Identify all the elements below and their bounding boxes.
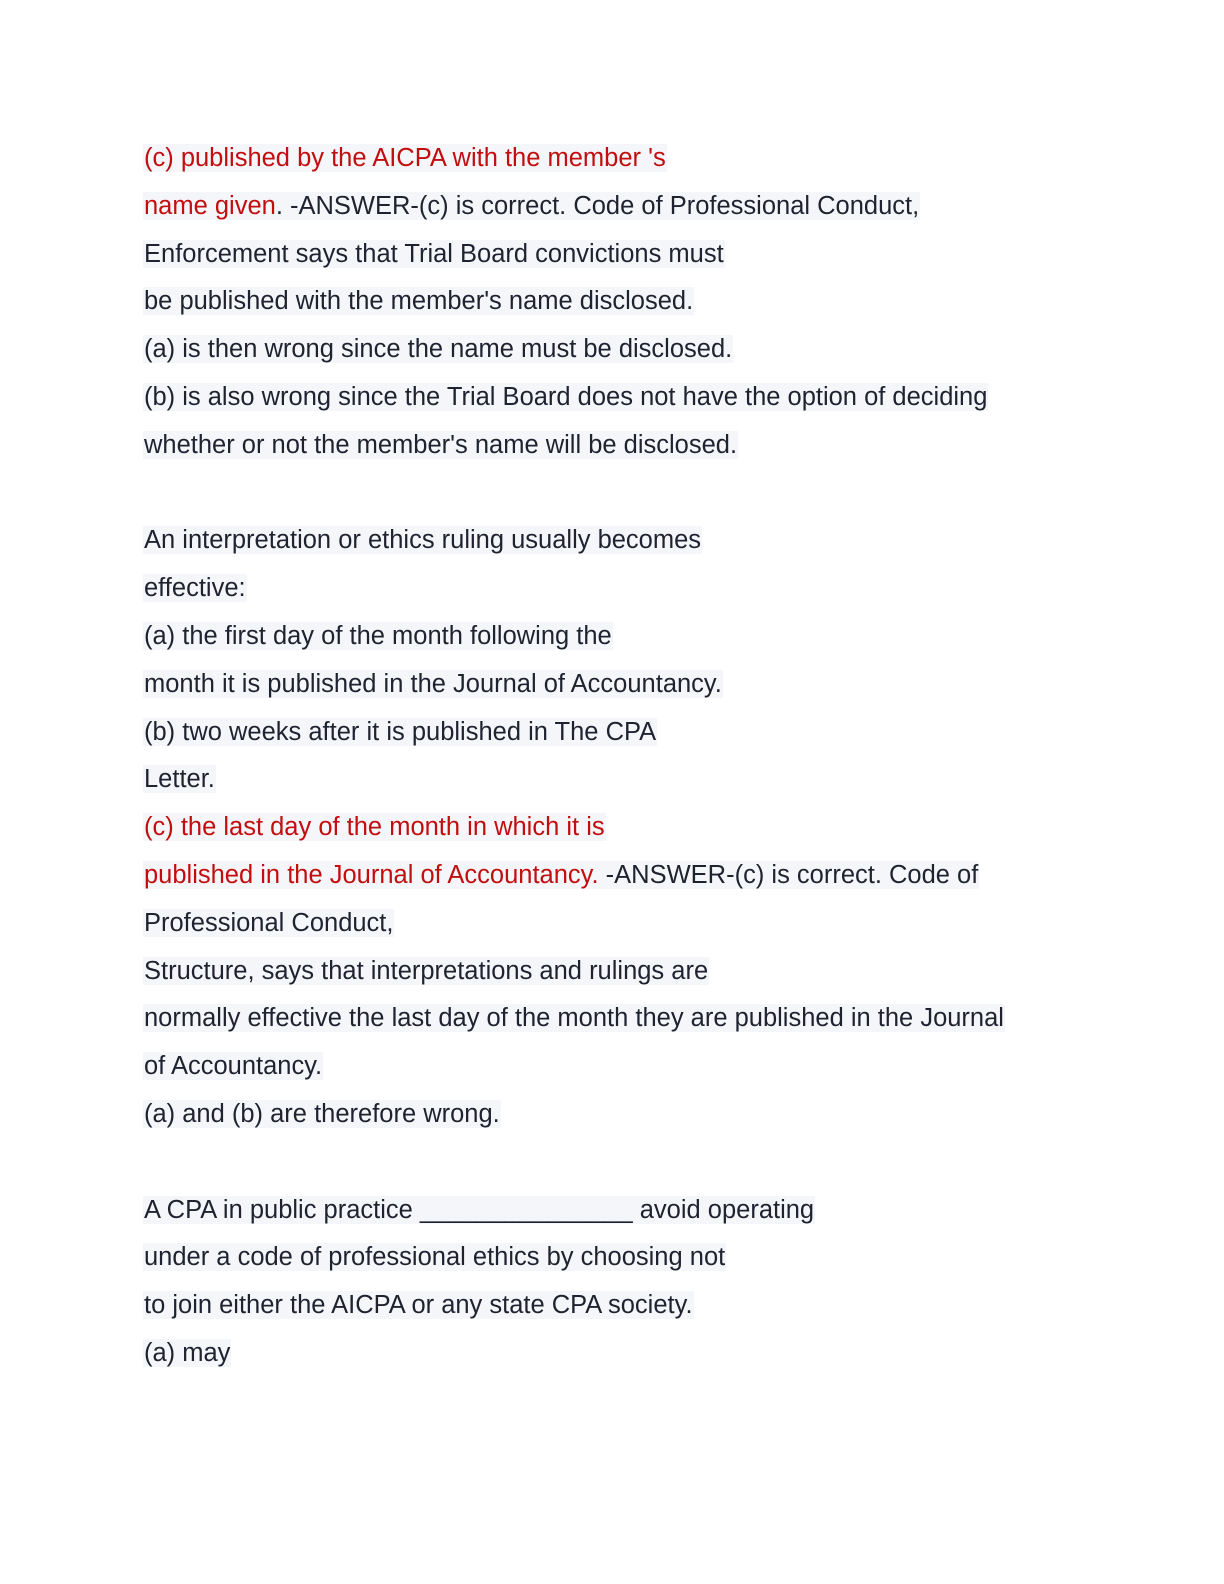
body-text: A CPA in public practice _______________ avoid operating [144,1195,815,1224]
text-line [143,231,1093,279]
body-text: whether or not the member's name will be disclosed. [144,430,738,459]
text-line [143,326,1093,374]
text-line [143,852,1093,900]
body-text: be published with the member's name disclosed. [144,287,694,316]
line-highlight [143,957,709,985]
line-highlight [143,383,988,411]
body-text: under a code of professional ethics by choosing not [144,1243,726,1272]
line-highlight [143,861,979,889]
question-block [143,135,1093,470]
text-line [143,517,1093,565]
body-text: -ANSWER-(c) is correct. Code of [598,860,979,889]
answer-text: (c) published by the AICPA with the member 's [144,144,666,172]
line-highlight [143,1004,1005,1032]
text-line [143,1043,1093,1091]
text-line [143,804,1093,852]
line-highlight [143,574,247,602]
text-line [143,278,1093,326]
text-line [143,1234,1093,1282]
body-text: (b) is also wrong since the Trial Board does not have the option of deciding [144,382,988,411]
body-text: of Accountancy. [144,1052,323,1081]
line-highlight [143,526,702,554]
line-highlight [143,144,667,172]
question-block [143,1187,1093,1378]
body-text: to join either the AICPA or any state CPA society. [144,1291,693,1320]
text-line [143,1330,1093,1378]
paragraph-gap [143,1139,1093,1187]
text-line [143,900,1093,948]
question-block [143,517,1093,1138]
body-text: month it is published in the Journal of Accountancy. [144,669,722,698]
line-highlight [143,765,216,793]
answer-text: (c) the last day of the month in which it is [144,813,605,842]
body-text: (a) the first day of the month following the [144,621,612,650]
text-line [143,995,1093,1043]
body-text: Professional Conduct, [144,908,394,937]
text-line [143,1282,1093,1330]
body-text: (a) may [144,1338,231,1367]
line-highlight [143,431,738,459]
text-line [143,1187,1093,1235]
paragraph-gap [143,470,1093,518]
body-text: An interpretation or ethics ruling usually becomes [144,526,702,555]
answer-text: name given [144,191,276,220]
line-highlight [143,622,613,650]
line-highlight [143,287,694,315]
body-text: . -ANSWER-(c) is correct. Code of Professional Conduct, [275,191,920,220]
answer-text: published in the Journal of Accountancy. [144,860,599,889]
text-line [143,565,1093,613]
line-highlight [143,1196,815,1224]
body-text: effective: [144,574,246,603]
text-line [143,709,1093,757]
body-text: Letter. [144,765,215,794]
line-highlight [143,670,723,698]
line-highlight [143,1291,694,1319]
document-page [143,135,1093,1378]
body-text: (a) is then wrong since the name must be disclosed. [144,335,733,364]
line-highlight [143,1052,323,1080]
text-line [143,756,1093,804]
line-highlight [143,909,394,937]
text-line [143,374,1093,422]
text-line [143,948,1093,996]
line-highlight [143,718,657,746]
body-text: Structure, says that interpretations and rulings are [144,956,709,985]
body-text: Enforcement says that Trial Board convictions must [144,239,724,268]
text-line [143,422,1093,470]
text-line [143,135,1093,183]
text-line [143,661,1093,709]
line-highlight [143,1100,501,1128]
line-highlight [143,1243,726,1271]
text-line [143,183,1093,231]
body-text: (a) and (b) are therefore wrong. [144,1099,500,1128]
body-text: (b) two weeks after it is published in The CPA [144,717,657,746]
body-text: normally effective the last day of the month they are published in the Journal [144,1004,1004,1033]
line-highlight [143,813,606,841]
line-highlight [143,335,733,363]
text-line [143,613,1093,661]
line-highlight [143,192,920,220]
line-highlight [143,1339,231,1367]
line-highlight [143,240,725,268]
text-line [143,1091,1093,1139]
